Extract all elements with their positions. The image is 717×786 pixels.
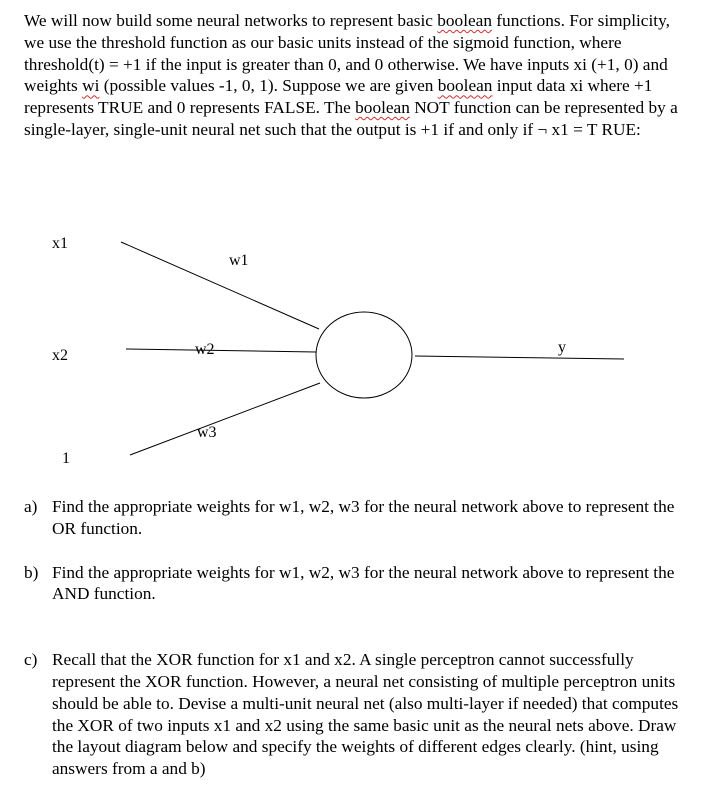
- question-b-text: Find the appropriate weights for w1, w2, w3 for the neural network above to represent the AND function.: [52, 562, 675, 604]
- input-label-x2: x2: [52, 347, 68, 364]
- edge-bias-to-unit: [130, 383, 320, 455]
- edge-x1-to-unit: [121, 242, 319, 329]
- output-label-y: y: [558, 339, 566, 356]
- spellcheck-word-wi: wi: [82, 76, 100, 96]
- weight-label-w3: w3: [197, 424, 217, 441]
- intro-text-1: We will now build some neural networks to represent basic: [24, 11, 438, 30]
- intro-paragraph: [24, 10, 694, 141]
- spellcheck-word-boolean-3: boolean: [355, 98, 410, 118]
- intro-text-5: NOT function can be represented by a single-layer, single-unit neural net such that the output is +1 if and only if ¬ x1 = T RUE:: [24, 98, 678, 139]
- neural-network-diagram: [0, 215, 717, 485]
- spellcheck-word-boolean-2: boolean: [437, 76, 493, 96]
- intro-text-4: input data xi where +1 represents TRUE and 0 represents FALSE. The: [24, 76, 653, 118]
- question-a: [24, 496, 694, 540]
- threshold-unit-circle: [316, 312, 412, 398]
- input-label-x1: x1: [52, 235, 68, 252]
- question-a-text: Find the appropriate weights for w1, w2, w3 for the neural network above to represent the OR function.: [52, 497, 675, 538]
- question-b: [24, 562, 694, 606]
- question-b-letter: b): [24, 562, 39, 582]
- edge-x2-to-unit: [126, 349, 316, 352]
- input-label-bias: 1: [62, 450, 70, 467]
- question-c-letter: c): [24, 650, 38, 670]
- edge-unit-to-output: [415, 356, 624, 359]
- questions-list: [24, 496, 694, 780]
- question-c: [24, 649, 694, 780]
- spellcheck-word-boolean-1: boolean: [437, 11, 492, 30]
- weight-label-w2: w2: [195, 341, 215, 358]
- question-a-letter: a): [24, 497, 38, 516]
- weight-label-w1: w1: [229, 252, 249, 269]
- intro-text-3: (possible values -1, 0, 1). Suppose we are given: [99, 76, 438, 96]
- intro-text-2: functions. For simplicity, we use the threshold function as our basic units instead of the sigmoid function, where threshold(t) = +1 if the input is greater than 0, and 0 otherwise. We have inputs xi (+1, 0) and weights: [24, 11, 670, 96]
- question-c-text: Recall that the XOR function for x1 and x2. A single perceptron cannot successfully represent the XOR function. However, a neural net consisting of multiple perceptron units should be able to. Devise a multi-unit neural net (also multi-layer if needed) that computes the XOR of two inputs x1 and x2 using the same basic unit as the neural nets above. Draw the layout diagram below and specify the weights of different edges clearly. (hint, using answers from a and b): [52, 650, 679, 779]
